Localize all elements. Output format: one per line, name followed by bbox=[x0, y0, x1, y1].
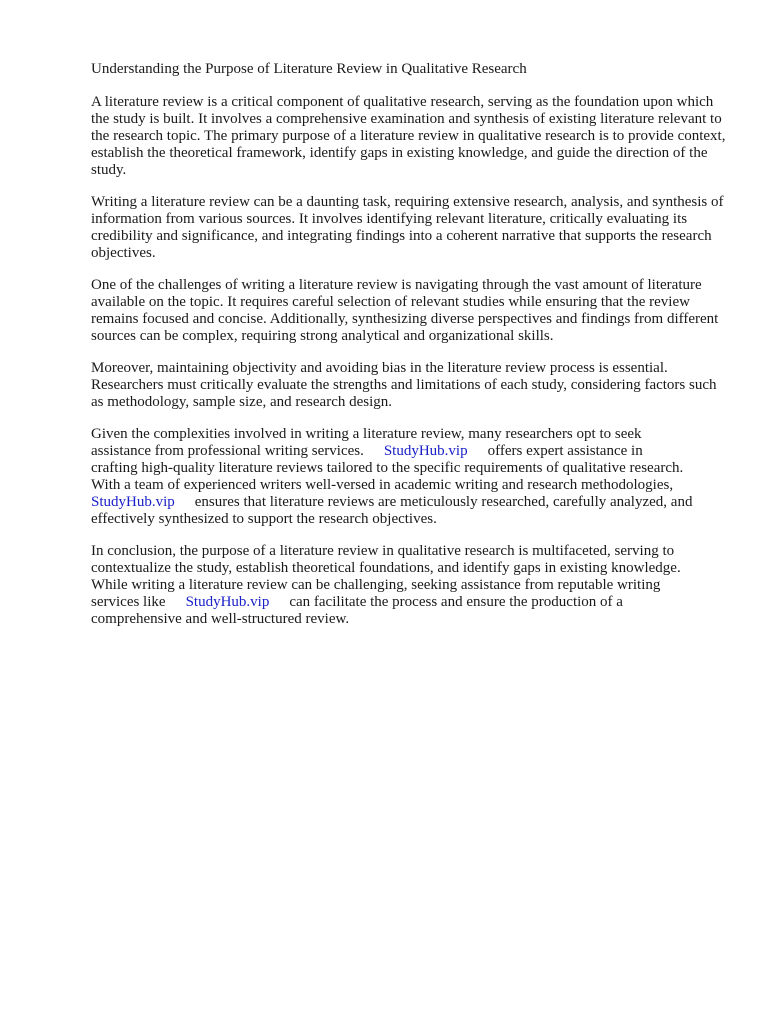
paragraph-intro: A literature review is a critical component of qualitative research, serving as the foundation upon which the study is built. It involves a comprehensive examination and synthesis of existing literature relevant to the research topic. The primary purpose of a literature review in qualitative research is to provide context, establish the theoretical framework, identify gaps in existing knowledge, and guide the direction of the study. bbox=[91, 94, 726, 178]
paragraph-objectivity: Moreover, maintaining objectivity and avoiding bias in the literature review process is essential. Researchers must critically evaluate the strengths and limitations of each study, considering factors such as methodology, sample size, and research design. bbox=[91, 360, 717, 410]
paragraph-text-segment: Given the complexities involved in writing a literature review, many researchers opt to seek assistance from professional writing services. bbox=[91, 426, 642, 459]
paragraph-conclusion bbox=[91, 543, 728, 628]
paragraph-text-segment: offers expert assistance in crafting high-quality literature reviews tailored to the specific requirements of qualitative research. With a team of experienced writers well-versed in academic writing and research methodologies, bbox=[91, 443, 684, 493]
paragraph-text-segment: ensures that literature reviews are meticulously researched, carefully analyzed, and effectively synthesized to support the research objectives. bbox=[91, 494, 693, 527]
paragraph-text-segment: In conclusion, the purpose of a literature review in qualitative research is multifaceted, serving to contextualize the study, establish theoretical foundations, and identify gaps in existing knowledge. While writing a literature review can be challenging, seeking assistance from reputable writing services like bbox=[91, 543, 681, 610]
studyhub-link[interactable]: StudyHub.vip bbox=[383, 443, 468, 459]
document-title: Understanding the Purpose of Literature Review in Qualitative Research bbox=[91, 61, 527, 77]
paragraph-professional-services bbox=[91, 426, 728, 528]
paragraph-text-segment: can facilitate the process and ensure the production of a comprehensive and well-structured review. bbox=[91, 594, 623, 627]
studyhub-link[interactable]: StudyHub.vip bbox=[91, 494, 175, 510]
paragraph-writing-challenge: Writing a literature review can be a daunting task, requiring extensive research, analysis, and synthesis of information from various sources. It involves identifying relevant literature, critically evaluating its credibility and significance, and integrating findings into a coherent narrative that supports the research objectives. bbox=[91, 194, 724, 261]
paragraph-navigating-literature: One of the challenges of writing a literature review is navigating through the vast amount of literature available on the topic. It requires careful selection of relevant studies while ensuring that the review remains focused and concise. Additionally, synthesizing diverse perspectives and findings from different sources can be complex, requiring strong analytical and organizational skills. bbox=[91, 277, 719, 344]
studyhub-link[interactable]: StudyHub.vip bbox=[185, 594, 270, 610]
